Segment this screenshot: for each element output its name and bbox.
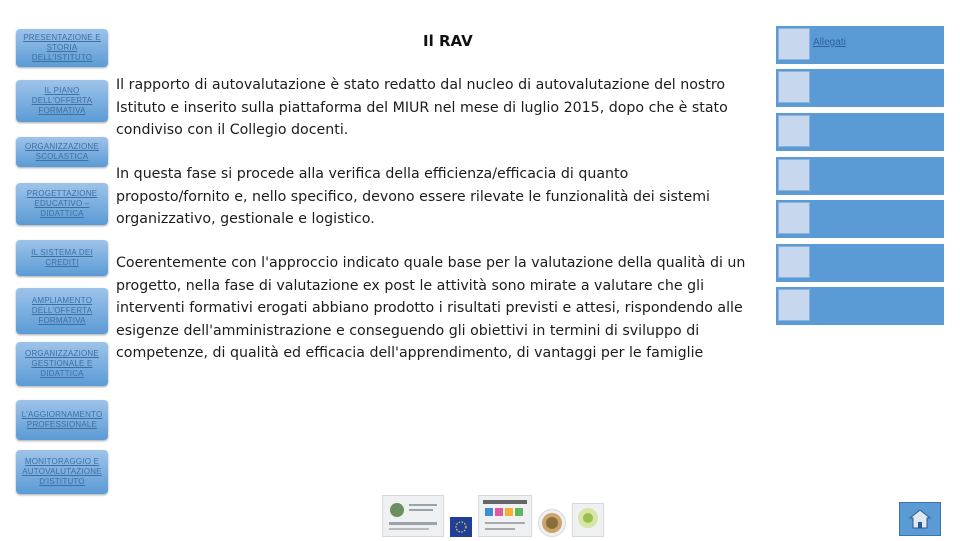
sidebar-item-label: L'AGGIORNAMENTO PROFESSIONALE [21,410,103,429]
sidebar-item-label: PROGETTAZIONE EDUCATIVO – DIDATTICA [26,189,98,218]
eco-logo-icon [572,503,604,537]
sidebar-item-sistema-crediti[interactable] [16,240,108,276]
school-logo-icon [478,495,532,537]
sidebar-item-progettazione[interactable] [16,183,108,225]
allegati-button[interactable] [776,26,944,64]
attachment-slot[interactable] [776,157,944,195]
paragraph-2: In questa fase si procede alla verifica della efficienza/efficacia di quanto proposto/fornito e, nello specifico, devono essere rilevate le funzionalità dei sistemi organizzativo, gestionale e logistico. [116,166,710,227]
sidebar-item-label: PRESENTAZIONE E STORIA DELL'ISTITUTO [23,33,101,62]
sidebar-item-label: IL SISTEMA DEI CREDITI [31,248,93,267]
home-icon [900,503,940,535]
attachment-thumbnail [778,71,810,103]
sidebar-item-label: AMPLIAMENTO DELL'OFFERTA FORMATIVA [31,296,93,325]
sidebar-item-label: ORGANIZZAZIONE GESTIONALE E DIDATTICA [25,349,99,378]
sidebar-item-organizzazione-gestionale[interactable] [16,342,108,386]
sidebar-item-label: MONITORAGGIO E AUTOVALUTAZIONE D'ISTITUTO [22,457,102,486]
attachment-slot[interactable] [776,200,944,238]
attachment-slot[interactable] [776,113,944,151]
attachment-thumbnail [778,246,810,278]
sidebar-item-piano-offerta[interactable] [16,80,108,122]
sidebar-item-aggiornamento[interactable] [16,400,108,440]
allegati-label: Allegati [813,37,846,48]
sidebar-item-presentazione[interactable] [16,29,108,67]
sidebar-item-organizzazione-scolastica[interactable] [16,137,108,167]
eu-flag-icon [450,517,472,537]
attachment-thumbnail [778,115,810,147]
page-title: Il RAV [423,32,473,50]
home-button[interactable] [899,502,941,536]
sidebar-item-ampliamento[interactable] [16,288,108,334]
attachment-thumbnail [778,202,810,234]
footer-logos [382,495,604,537]
paragraph-3: Coerentemente con l'approccio indicato quale base per la valutazione della qualità di un progetto, nella fase di valutazione ex post le attività sono mirate a valutare che gli interventi formativi erogati abbiano prodotto i risultati previsti e attesi, rispondendo alle esigenze dell'amministrazione e conseguendo gli obiettivi in termini di sviluppo di competenze, di qualità ed efficacia dell'apprendimento, di vantaggi per le famiglie [116,255,746,361]
paragraph-1: Il rapporto di autovalutazione è stato redatto dal nucleo di autovalutazione del nostro Istituto e inserito sulla piattaforma del MIUR nel mese di luglio 2015, dopo che è stato condiviso con il Collegio docenti. [116,77,728,138]
italian-republic-emblem-icon [382,495,444,537]
seal-logo-icon [538,509,566,537]
attachment-thumbnail [778,159,810,191]
attachment-slot[interactable] [776,244,944,282]
attachment-slot[interactable] [776,287,944,325]
sidebar-item-monitoraggio[interactable] [16,450,108,494]
attachment-slot[interactable] [776,69,944,107]
attachment-thumbnail [778,289,810,321]
sidebar-item-label: ORGANIZZAZIONE SCOLASTICA [25,142,99,161]
sidebar-item-label: IL PIANO DELL'OFFERTA FORMATIVA [31,86,93,115]
allegati-thumbnail [778,28,810,60]
